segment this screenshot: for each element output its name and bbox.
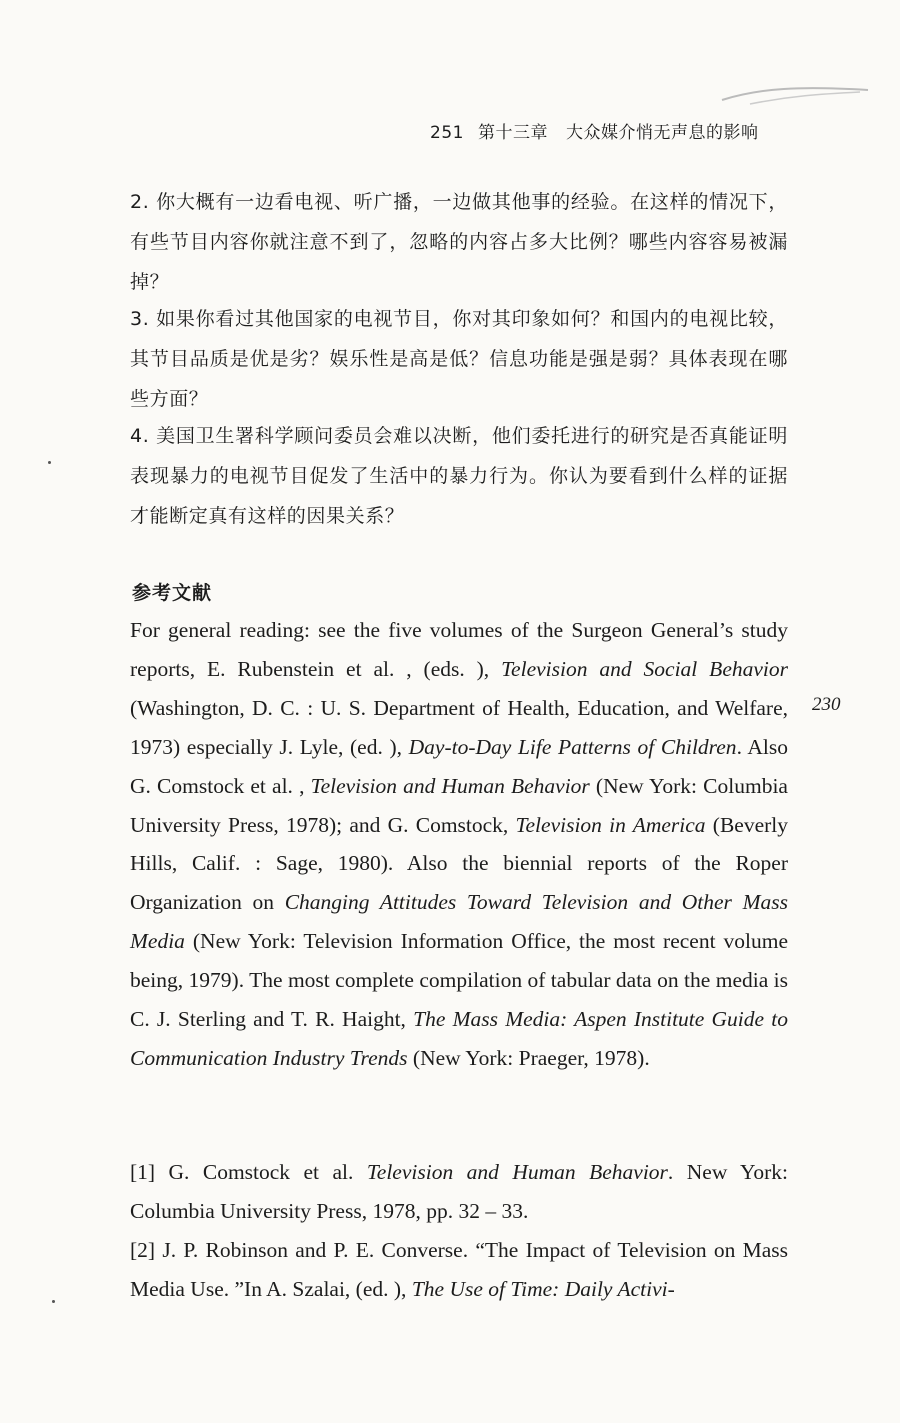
running-header [430,118,810,144]
italic-title: The Use of Time: Daily Activi- [411,1276,675,1301]
italic-title: The Mass Media: Aspen Institute Guide to Communication Industry Trends [130,1007,788,1070]
question-text: 你大概有一边看电视、听广播，一边做其他事的经验。在这样的情况下，有些节目内容你就注意不到了，忽略的内容占多大比例？哪些内容容易被漏掉？ [130,191,789,293]
chapter-title: 大众媒介悄无声息的影响 [565,123,759,143]
margin-speck [48,461,51,464]
text-run: [1] G. Comstock et al. [130,1160,367,1184]
margin-speck [52,1300,55,1303]
question-text: 美国卫生署科学顾问委员会难以决断，他们委托进行的研究是否真能证明表现暴力的电视节目促发了生活中的暴力行为。你认为要看到什么样的证据才能断定真有这样的因果关系？ [130,425,789,527]
text-run: [2] J. P. Robinson and P. E. Converse. “The Impact of Television on Mass Media Use. ”In A. Szalai, (ed. ), [130,1238,788,1301]
footnote-1 [86,1153,788,1231]
original-page-number: 230 [812,694,841,715]
italic-title: Television and Social Behavior [501,656,788,681]
text-run: (New York: Praeger, 1978). [407,1045,650,1070]
text-run: (New York: Columbia University Press, 1978); and G. Comstock, [130,773,788,837]
footnote-2 [86,1231,788,1309]
question-number: 3. [130,308,150,330]
italic-title: Television and Human Behavior [366,1160,668,1184]
question-2 [86,182,788,302]
text-run: For general reading: see the five volumes of the Surgeon General’s study reports, E. Rubenstein et al. , (eds. ), [130,618,788,681]
italic-title: Day-to-Day Life Patterns of Children [408,734,737,759]
text-run: . Also G. Comstock et al. , [130,734,789,798]
italic-title: Changing Attitudes Toward Television and Other Mass Media [130,890,788,954]
question-number: 4. [130,425,150,447]
question-3 [86,299,788,419]
italic-title: Television in America [515,812,706,837]
footnote-text [86,1231,788,1309]
text-run: (Beverly Hills, Calif. : Sage, 1980). Also the biennial reports of the Roper Organization on [130,812,789,915]
text-run: (Washington, D. C. : U. S. Department of Health, Education, and Welfare, 1973) especially J. Lyle, (ed. ), [130,695,788,759]
italic-title: Television and Human Behavior [310,773,590,798]
footnote-text [86,1153,788,1231]
general-reading-paragraph [86,611,788,1078]
question-4 [86,416,788,536]
text-run: . New York: Columbia University Press, 1978, pp. 32 – 33. [130,1160,788,1223]
chapter-label: 第十三章 [477,123,548,143]
references-heading: 参考文献 [132,582,213,604]
question-text: 如果你看过其他国家的电视节目，你对其印象如何？和国内的电视比较，其节目品质是优是劣？娱乐性是高是低？信息功能是强是弱？具体表现在哪些方面？ [130,308,789,410]
header-decoration-swoosh [720,78,870,112]
text-run: (New York: Television Information Office, the most recent volume being, 1979). The most complete compilation of tabular data on the media is C. J. Sterling and T. R. Haight, [130,929,788,1032]
page-number: 251 [430,123,464,143]
question-number: 2. [130,191,150,213]
general-reading-text [86,611,788,1078]
